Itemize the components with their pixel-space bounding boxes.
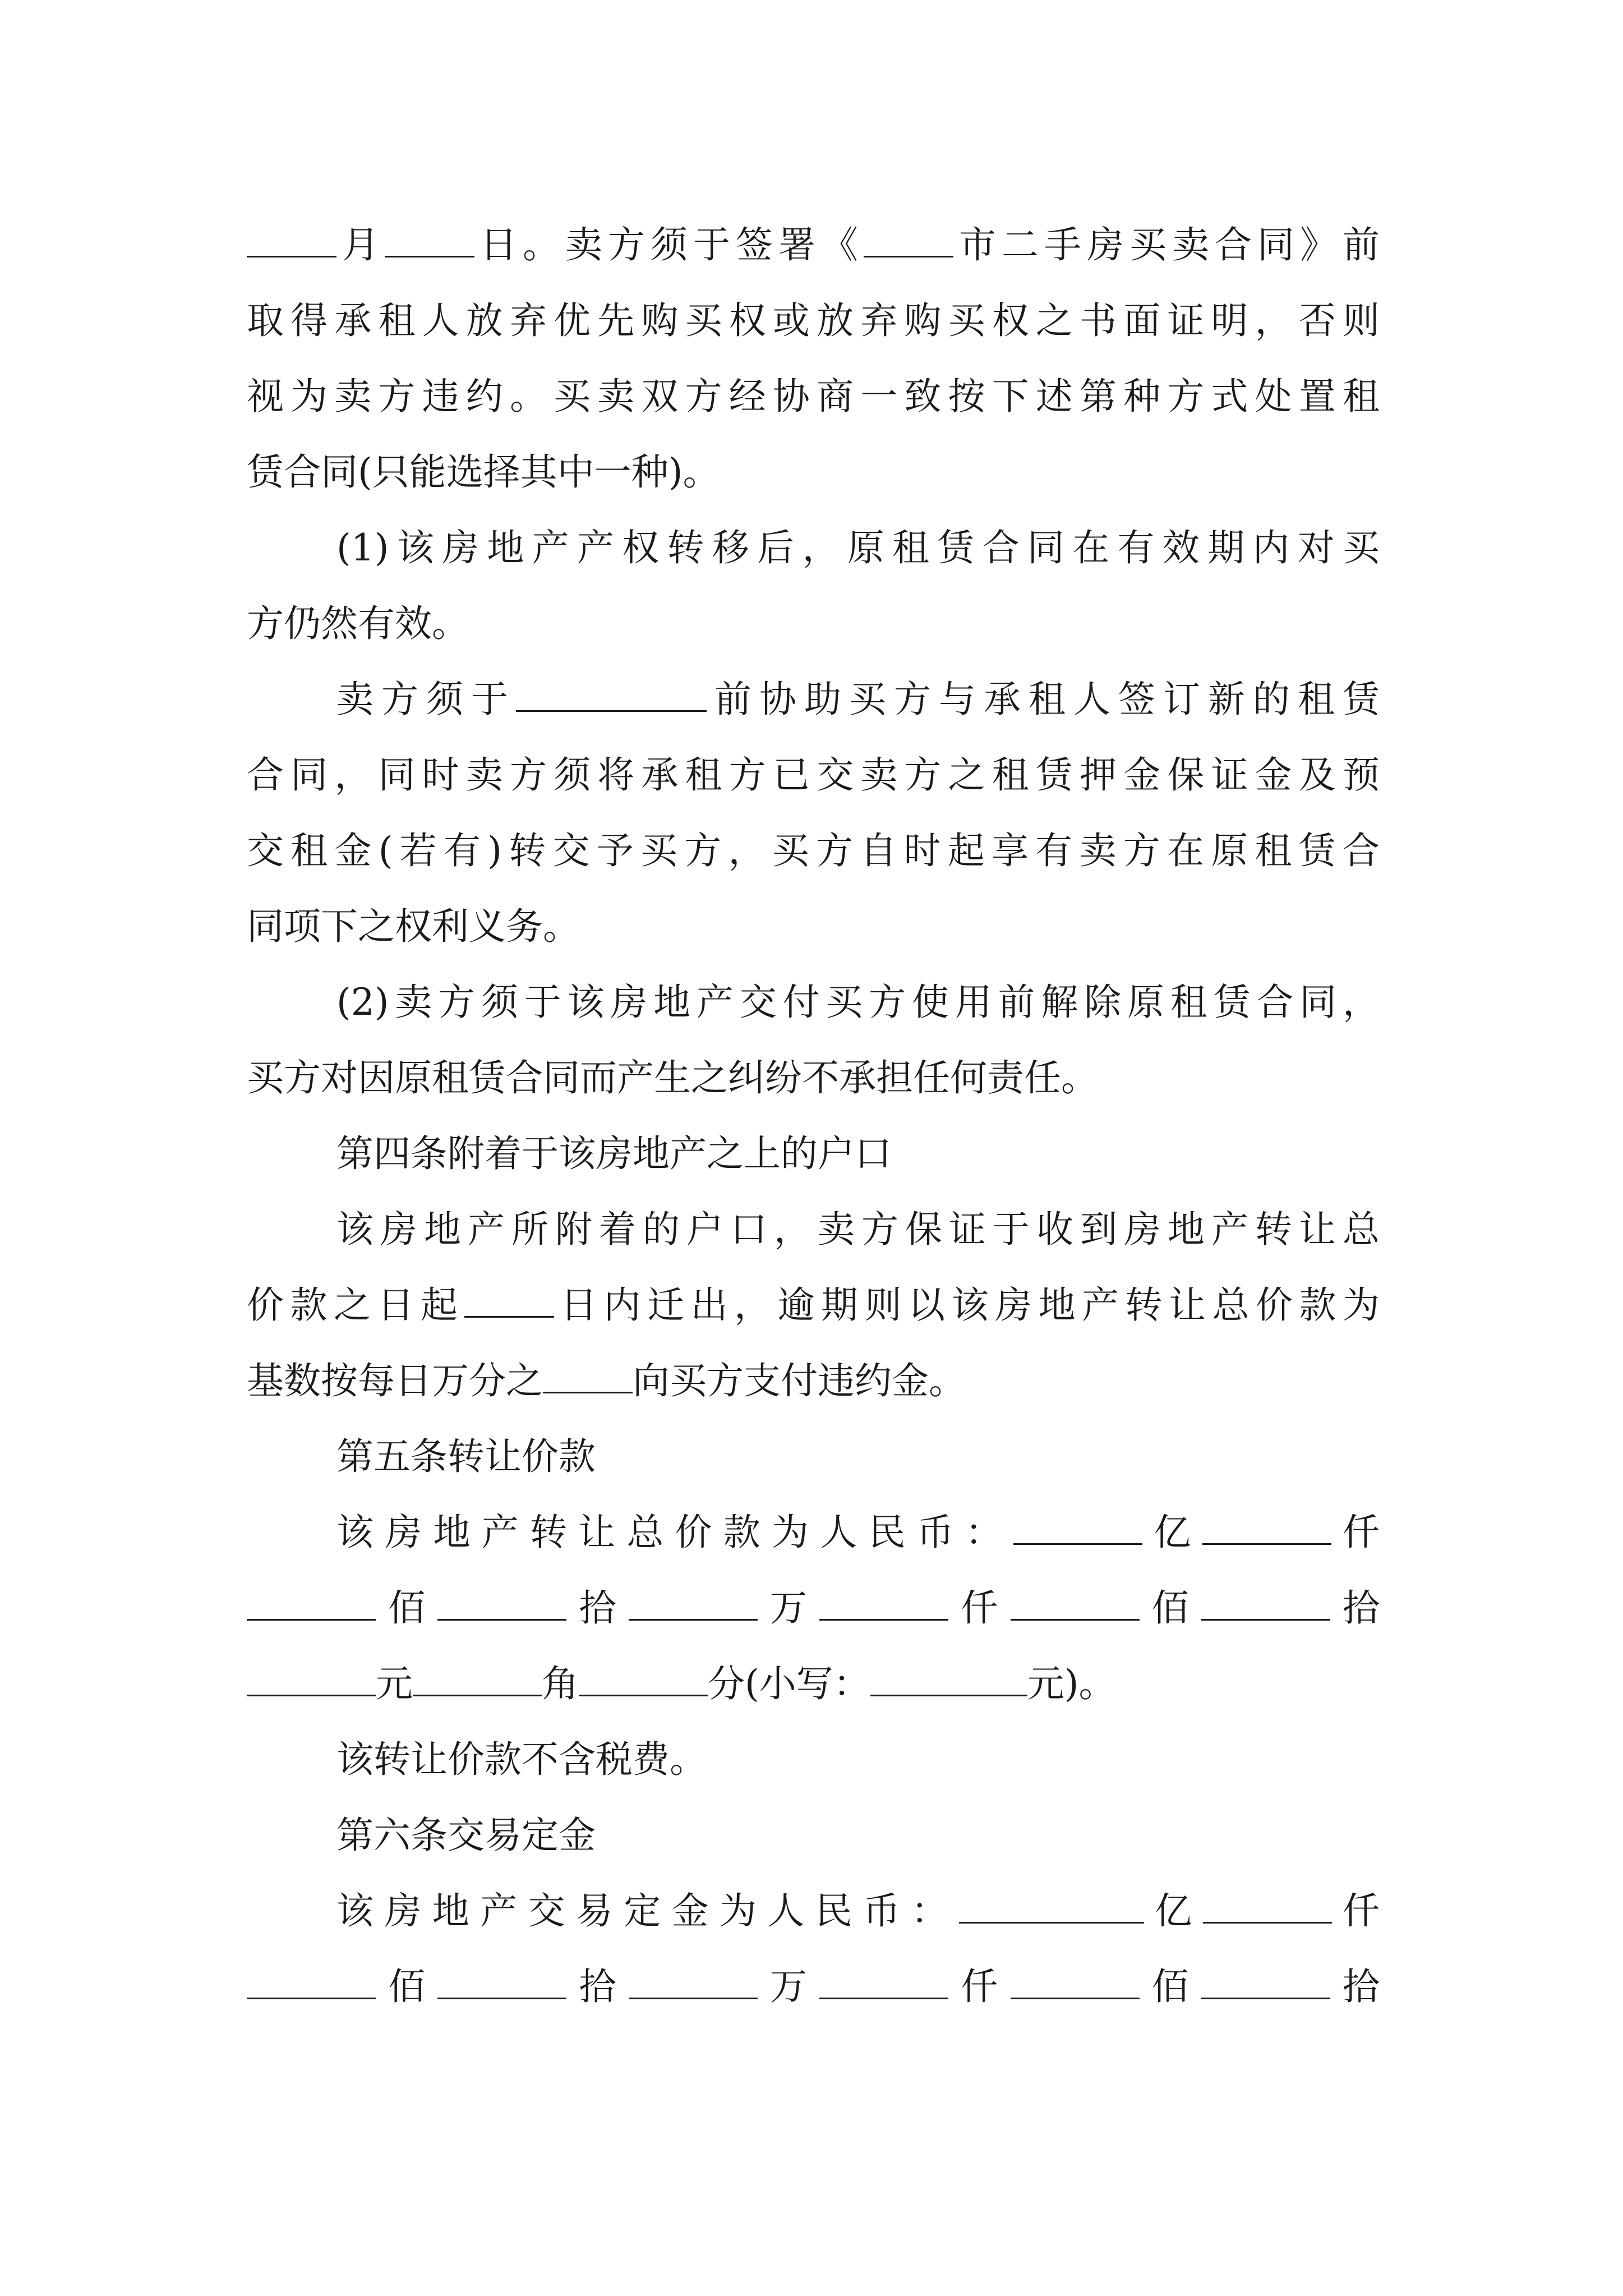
line-16 (247, 1350, 1380, 1412)
fill-blank (1201, 1585, 1330, 1621)
text-segment: 佰 (1139, 1586, 1201, 1630)
line-10: 同项下之权利义务。 (247, 905, 580, 948)
text-segment: 月 (336, 223, 385, 266)
fill-blank (1011, 1585, 1140, 1621)
fill-blank (247, 1661, 376, 1696)
line-20 (247, 1653, 1380, 1715)
text-segment: 仟 (1331, 1511, 1380, 1554)
fill-blank (247, 1964, 376, 1999)
text-segment: 前协助买方与承租人签订新的租赁 (707, 678, 1380, 721)
line-12: 买方对因原租赁合同而产生之纠纷不承担任何责任。 (247, 1056, 1098, 1099)
fill-blank (516, 677, 707, 712)
line-15 (247, 1274, 1380, 1336)
fill-blank (1013, 1510, 1142, 1545)
fill-blank (437, 1964, 566, 1999)
line-17: 第五条转让价款 (336, 1435, 596, 1478)
fill-blank (579, 1661, 708, 1696)
text-segment: 仟 (1331, 1889, 1380, 1932)
text-segment: 拾 (1330, 1586, 1380, 1630)
text-segment: 拾 (1330, 1965, 1380, 2008)
line-5: (1)该房地产产权转移后，原租赁合同在有效期内对买 (336, 526, 1380, 569)
fill-blank (413, 1661, 542, 1696)
line-1 (247, 214, 1380, 276)
text-segment: 价款之日起 (247, 1283, 464, 1327)
text-segment: 元)。 (1027, 1662, 1116, 1705)
line-22: 第六条交易定金 (336, 1814, 596, 1857)
fill-blank (629, 1964, 758, 1999)
text-segment: 佰 (1139, 1965, 1201, 2008)
fill-blank (247, 1585, 376, 1621)
line-18 (336, 1502, 1380, 1563)
text-segment: 万 (757, 1965, 820, 2008)
text-segment: 该房地产交易定金为人民币： (336, 1889, 959, 1932)
text-segment: 分(小写： (708, 1662, 870, 1705)
text-segment: 该房地产转让总价款为人民币： (336, 1511, 1014, 1554)
fill-blank (543, 1358, 633, 1393)
text-segment: 市二手房买卖合同》前 (953, 223, 1380, 266)
fill-blank (629, 1585, 758, 1621)
fill-blank (1202, 1510, 1331, 1545)
line-21: 该转让价款不含税费。 (336, 1738, 707, 1781)
fill-blank (819, 1964, 948, 1999)
line-14: 该房地产所附着的户口，卖方保证于收到房地产转让总 (336, 1208, 1380, 1251)
text-segment: 亿 (1144, 1889, 1203, 1932)
text-segment: 角 (542, 1662, 579, 1705)
text-segment: 仟 (948, 1965, 1011, 2008)
fill-blank (1011, 1964, 1140, 1999)
text-segment: 亿 (1142, 1511, 1202, 1554)
line-23 (336, 1880, 1380, 1942)
text-segment: 日。卖方须于签署《 (474, 223, 864, 266)
text-segment: 万 (757, 1586, 820, 1630)
line-24 (247, 1956, 1380, 2018)
line-6: 方仍然有效。 (247, 602, 469, 645)
fill-blank (819, 1585, 948, 1621)
text-segment: 卖方须于 (336, 678, 516, 721)
line-2: 取得承租人放弃优先购买权或放弃购买权之书面证明，否则 (247, 299, 1380, 342)
line-9: 交租金(若有)转交予买方，买方自时起享有卖方在原租赁合 (247, 829, 1380, 872)
text-segment: 日内迁出，逾期则以该房地产转让总价款为 (554, 1283, 1380, 1327)
text-segment: 拾 (566, 1586, 629, 1630)
fill-blank (385, 222, 474, 257)
line-11: (2)卖方须于该房地产交付买方使用前解除原租赁合同， (336, 981, 1380, 1024)
fill-blank (864, 222, 953, 257)
text-segment: 元 (376, 1662, 413, 1705)
text-segment: 拾 (566, 1965, 629, 2008)
text-segment: 基数按每日万分之 (247, 1359, 543, 1402)
fill-blank (247, 222, 336, 257)
fill-blank (1203, 1888, 1332, 1924)
line-3: 视为卖方违约。买卖双方经协商一致按下述第种方式处置租 (247, 375, 1380, 418)
fill-blank (464, 1282, 554, 1318)
text-segment: 向买方支付违约金。 (633, 1359, 966, 1402)
text-segment: 佰 (376, 1586, 438, 1630)
fill-blank (870, 1661, 1027, 1696)
text-segment: 佰 (376, 1965, 438, 2008)
line-13: 第四条附着于该房地产之上的户口 (336, 1132, 892, 1175)
text-segment: 仟 (948, 1586, 1011, 1630)
fill-blank (1201, 1964, 1330, 1999)
line-4: 赁合同(只能选择其中一种)。 (247, 450, 720, 494)
fill-blank (437, 1585, 566, 1621)
line-19 (247, 1577, 1380, 1639)
line-7 (336, 669, 1380, 730)
fill-blank (959, 1888, 1144, 1924)
line-8: 合同，同时卖方须将承租方已交卖方之租赁押金保证金及预 (247, 753, 1380, 797)
